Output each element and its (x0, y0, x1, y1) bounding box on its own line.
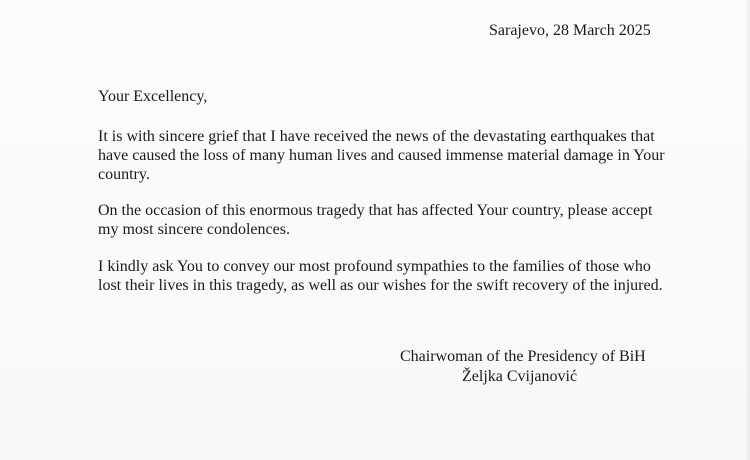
paragraph-line: my most sincere condolences. (98, 221, 290, 238)
paragraph-line: I kindly ask You to convey our most profound sympathies to the families of those who (98, 258, 651, 275)
paragraph-condolences (98, 201, 658, 239)
paragraph-condolence-news (98, 127, 665, 184)
signature-block (400, 347, 646, 387)
paragraph-line: It is with sincere grief that I have received the news of the devastating earthquakes that (98, 128, 655, 145)
paragraph-line: have caused the loss of many human lives and caused immense material damage in Your (98, 147, 665, 164)
signature-name: Željka Cvijanović (462, 368, 578, 385)
paragraph-sympathies (98, 257, 663, 295)
paragraph-line: country. (98, 166, 150, 183)
letter-salutation: Your Excellency, (98, 88, 208, 105)
signature-title: Chairwoman of the Presidency of BiH (400, 348, 646, 365)
letter-date: Sarajevo, 28 March 2025 (489, 22, 651, 39)
paragraph-line: lost their lives in this tragedy, as well as our wishes for the swift recovery of the injured. (98, 277, 663, 294)
paragraph-line: On the occasion of this enormous tragedy that has affected Your country, please accept (98, 202, 653, 219)
scan-edge-shadow (744, 0, 750, 460)
